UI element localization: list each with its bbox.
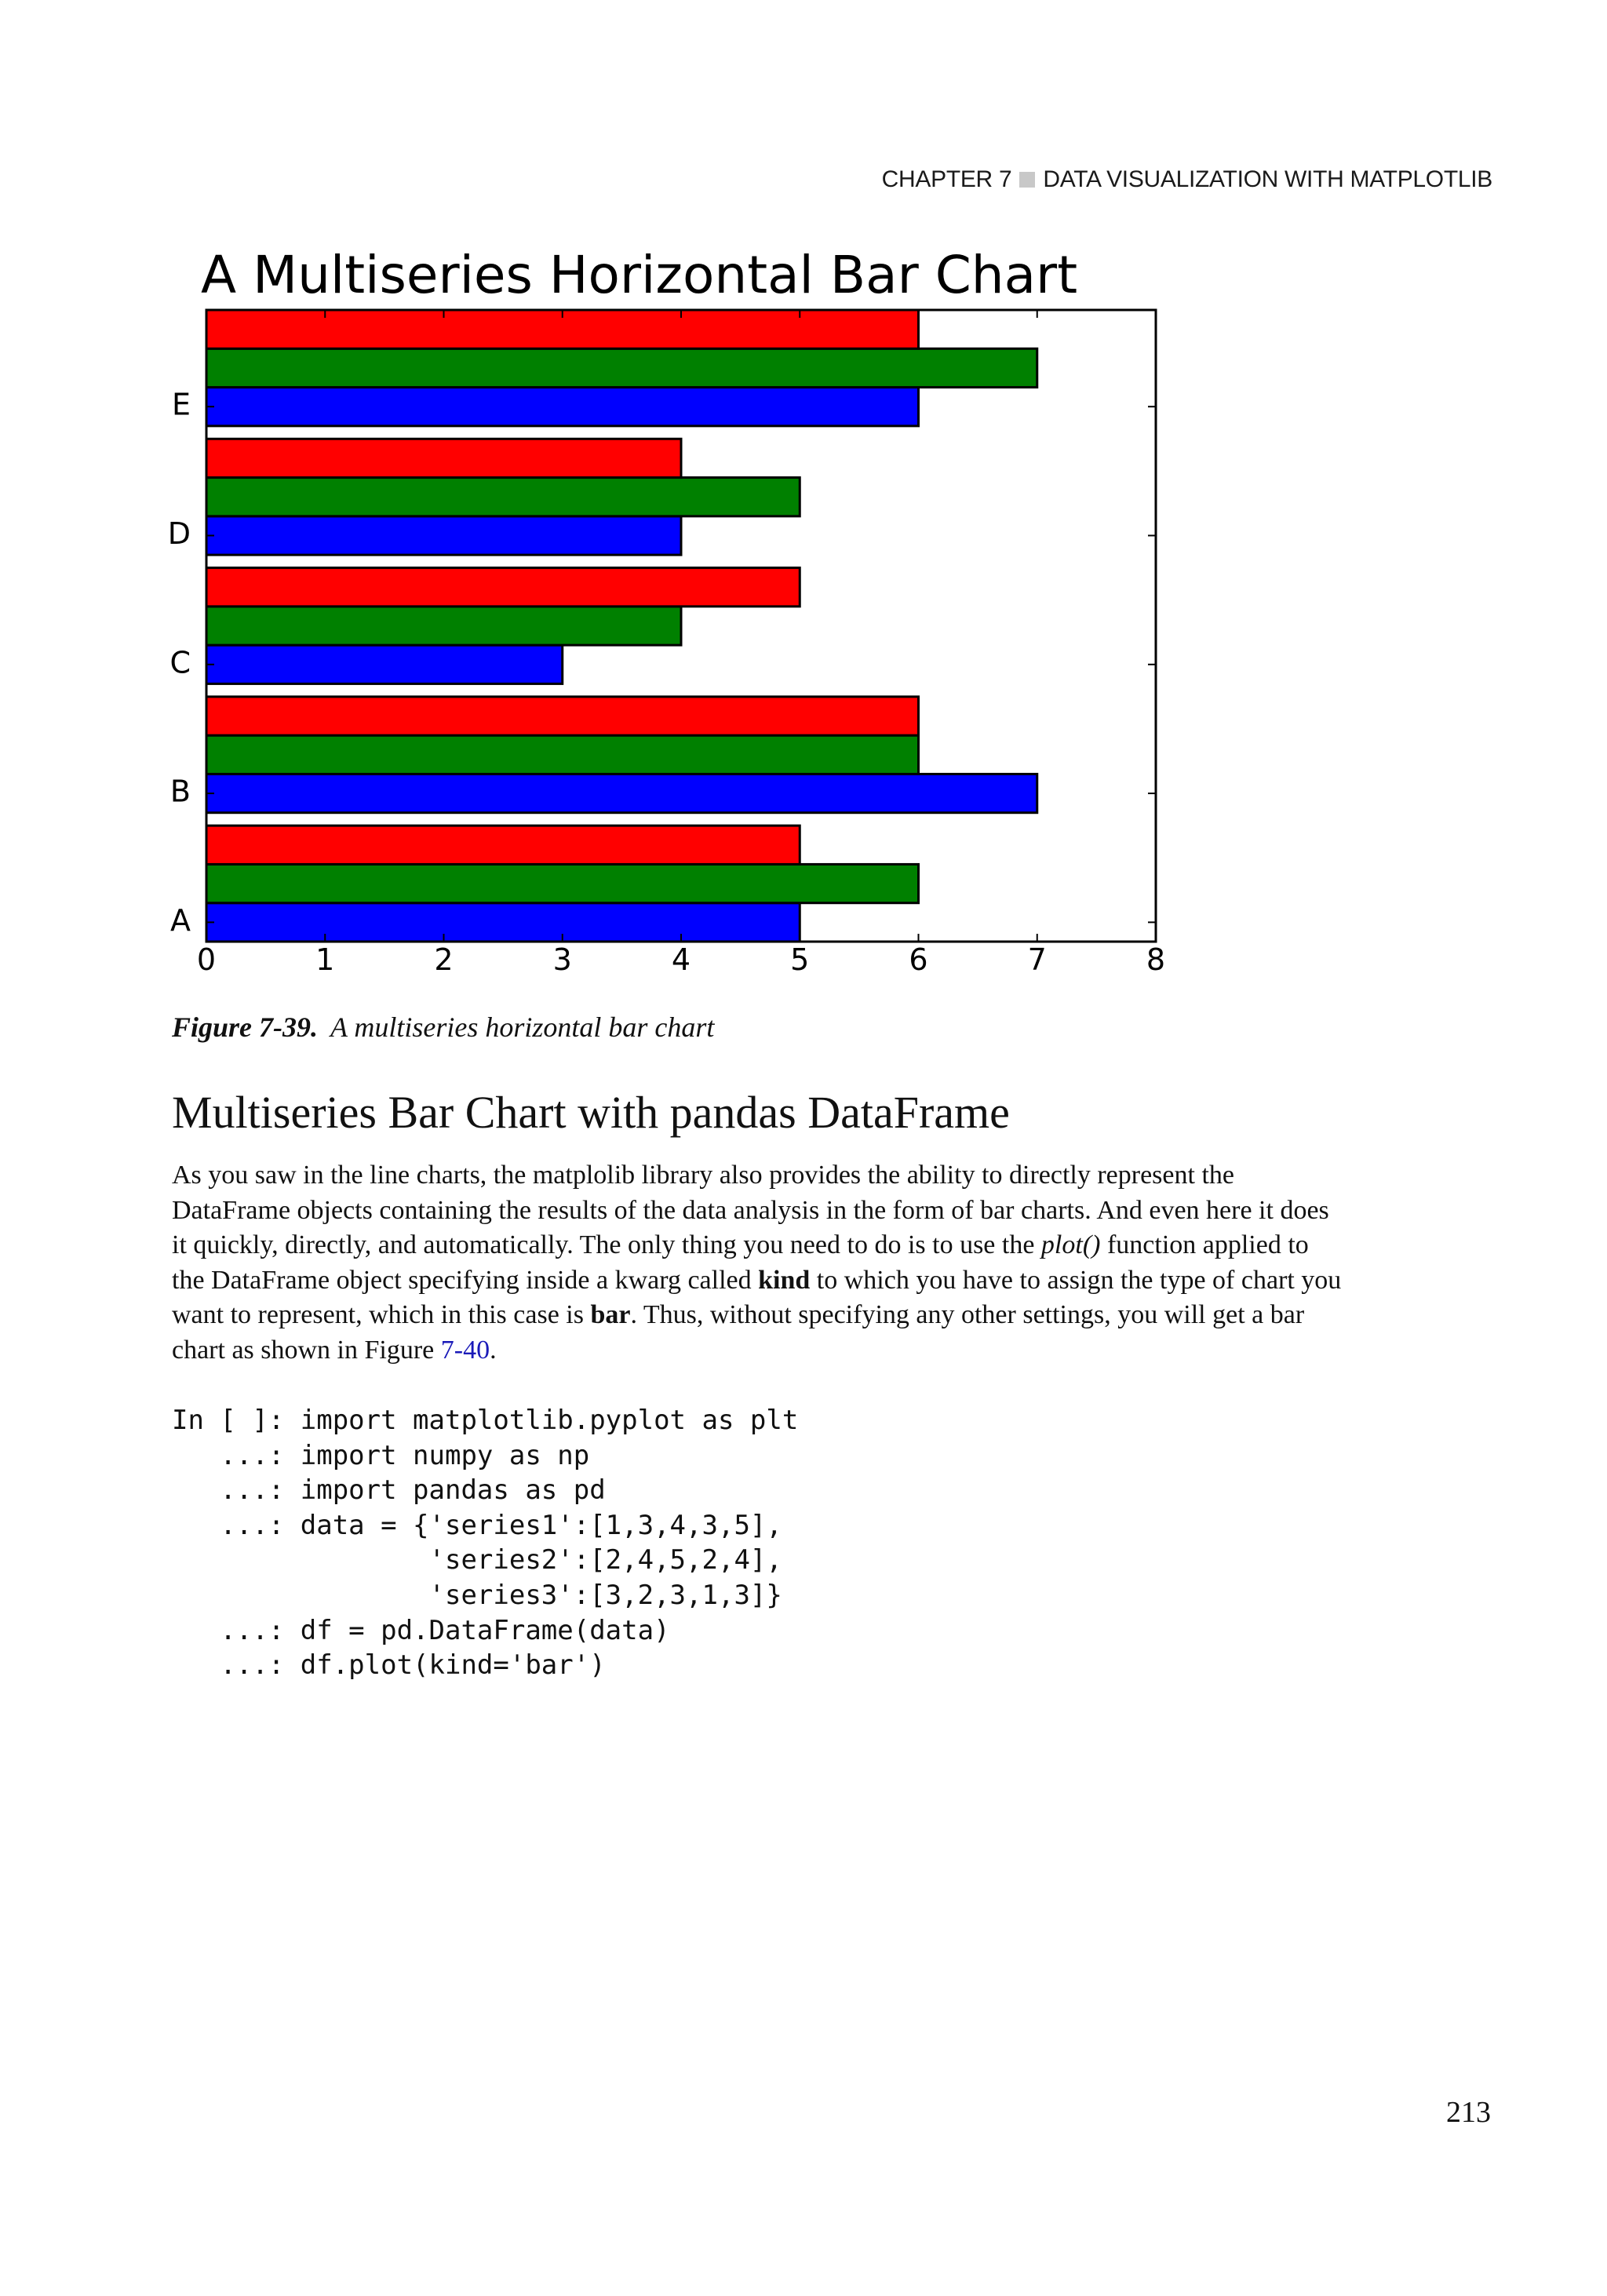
- code-line: In [ ]: import matplotlib.pyplot as plt: [172, 1405, 799, 1436]
- x-tick-label: 0: [196, 942, 217, 977]
- bar-d-2: [206, 478, 800, 516]
- chapter-label: CHAPTER 7: [881, 166, 1012, 192]
- code-line: ...: df = pd.DataFrame(data): [172, 1614, 670, 1646]
- text-run: to which you have to assign the type of chart you: [810, 1265, 1342, 1295]
- x-tick-label: 5: [790, 942, 810, 977]
- inline-keyword: kind: [758, 1265, 811, 1295]
- bar-a-3: [206, 825, 800, 864]
- text-run: it quickly, directly, and automatically. The only thing you need to do is to use the: [172, 1230, 1041, 1260]
- text-run: .: [490, 1335, 497, 1365]
- x-tick-label: 3: [552, 942, 572, 977]
- code-line: 'series2':[2,4,5,2,4],: [172, 1544, 782, 1576]
- x-tick-label: 7: [1027, 942, 1047, 977]
- paragraph-line: [172, 1228, 1506, 1263]
- paragraph-line: [172, 1298, 1506, 1333]
- paragraph-line: As you saw in the line charts, the matplolib library also provides the ability to directly represent the: [172, 1161, 1234, 1190]
- bar-c-2: [206, 607, 681, 645]
- chart-title: A Multiseries Horizontal Bar Chart: [201, 245, 1078, 306]
- text-run: chart as shown in Figure: [172, 1335, 441, 1365]
- bar-d-1: [206, 516, 681, 555]
- paragraph-line: [172, 1333, 1506, 1368]
- chapter-title: DATA VISUALIZATION WITH MATPLOTLIB: [1043, 166, 1492, 192]
- y-tick-label: A: [170, 902, 191, 938]
- bar-a-2: [206, 864, 919, 902]
- figure-caption-text: A multiseries horizontal bar chart: [330, 1011, 715, 1043]
- y-tick-label: E: [171, 387, 191, 422]
- bar-a-1: [206, 903, 800, 942]
- page-number: 213: [1446, 2096, 1491, 2129]
- code-line: ...: import numpy as np: [172, 1439, 590, 1471]
- code-line: ...: df.plot(kind='bar'): [172, 1649, 606, 1682]
- text-run: the DataFrame object specifying inside a kwarg called: [172, 1265, 759, 1295]
- x-tick-label: 6: [909, 942, 928, 977]
- bar-c-3: [206, 568, 800, 607]
- paragraph-line: DataFrame objects containing the results of the data analysis in the form of bar charts. And even here it does: [172, 1195, 1329, 1225]
- text-run: function applied to: [1100, 1230, 1309, 1260]
- bar-e-2: [206, 348, 1037, 387]
- bar-c-1: [206, 645, 563, 683]
- running-header: [882, 166, 1492, 193]
- code-line: ...: data = {'series1':[1,3,4,3,5],: [172, 1509, 782, 1541]
- code-line: ...: import pandas as pd: [172, 1474, 606, 1507]
- y-tick-label: B: [169, 774, 191, 809]
- bar-b-2: [206, 735, 919, 774]
- x-tick-label: 2: [434, 942, 454, 977]
- bar-b-3: [206, 697, 919, 735]
- code-line: 'series3':[3,2,3,1,3]}: [172, 1579, 782, 1611]
- header-separator-square: [1019, 172, 1035, 188]
- y-tick-label: D: [167, 516, 191, 551]
- bar-e-1: [206, 388, 919, 426]
- figure-caption: [172, 1011, 714, 1044]
- section-heading: Multiseries Bar Chart with pandas DataFrame: [172, 1087, 1010, 1138]
- x-tick-label: 8: [1146, 942, 1166, 977]
- y-tick-label: C: [169, 645, 191, 680]
- paragraph-line: [172, 1263, 1506, 1299]
- figure-link[interactable]: 7-40: [440, 1335, 490, 1365]
- bar-chart: [167, 243, 1183, 989]
- body-paragraph: [172, 1158, 1506, 1368]
- inline-keyword: bar: [590, 1300, 631, 1330]
- bar-d-3: [206, 439, 681, 477]
- x-tick-label: 4: [671, 942, 691, 977]
- x-tick-label: 1: [315, 942, 335, 977]
- inline-function-name: plot(): [1040, 1230, 1101, 1260]
- code-block: [172, 1403, 798, 1683]
- text-run: . Thus, without specifying any other settings, you will get a bar: [630, 1300, 1305, 1330]
- figure-number: Figure 7-39.: [172, 1011, 319, 1043]
- bar-b-1: [206, 774, 1037, 812]
- text-run: want to represent, which in this case is: [172, 1300, 591, 1330]
